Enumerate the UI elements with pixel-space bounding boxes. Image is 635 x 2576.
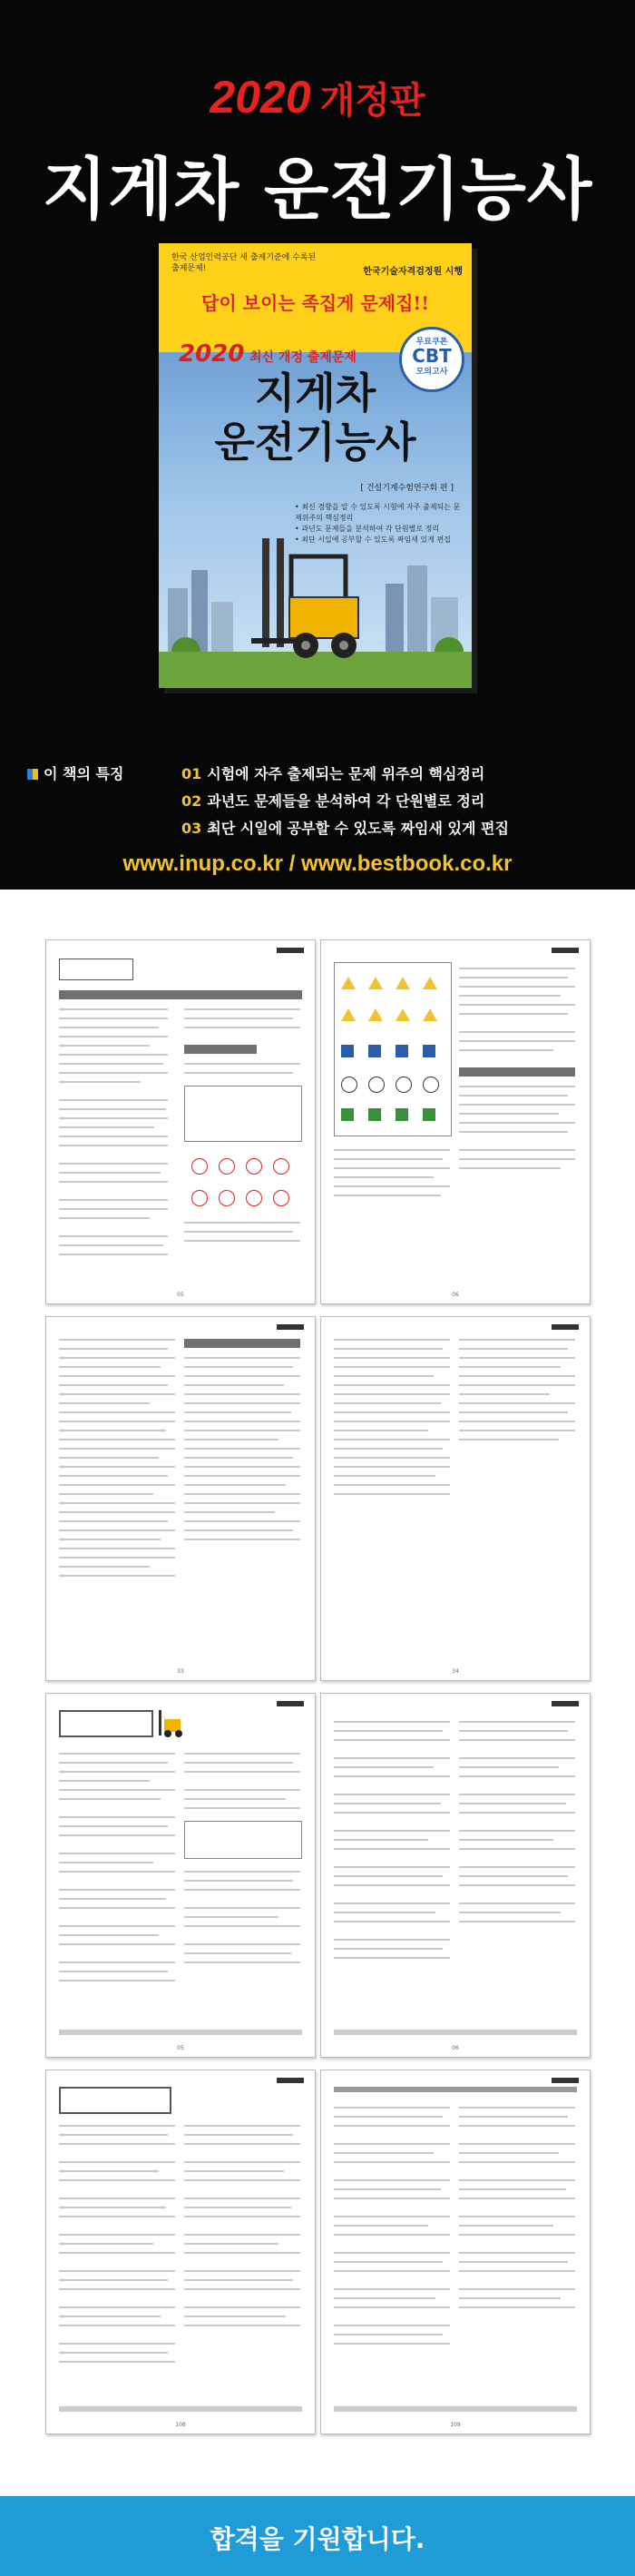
page-logo bbox=[277, 1701, 304, 1706]
info-table bbox=[184, 1086, 302, 1142]
page-logo bbox=[552, 2078, 579, 2083]
preview-spread bbox=[45, 1693, 590, 2065]
page-logo bbox=[277, 948, 304, 953]
preview-page-left bbox=[45, 1693, 316, 2058]
cover-bullet: • 최신 경향을 알 수 있도록 시험에 자주 출제되는 문제위주의 핵심정리 bbox=[295, 503, 461, 522]
cover-slogan: 답이 보이는 족집게 문제집!! bbox=[201, 292, 429, 314]
cover-title-line2: 운전기능사 bbox=[214, 418, 416, 467]
features-bullet-icon bbox=[27, 769, 38, 780]
lesson-box bbox=[59, 1710, 153, 1737]
edition-year: 2020 bbox=[210, 72, 311, 123]
footer-banner bbox=[0, 2496, 635, 2576]
answer-table bbox=[184, 1821, 302, 1859]
cover-subtitle: 최신 개정 출제문제 bbox=[249, 350, 357, 365]
forklift-illustration bbox=[249, 529, 367, 665]
cover-bullet: • 과년도 문제들을 분석하여 각 단원별로 정리 bbox=[295, 525, 440, 533]
url-bar bbox=[0, 851, 635, 890]
preview-page-left bbox=[45, 939, 316, 1304]
header-strip bbox=[334, 2087, 577, 2092]
cbt-badge bbox=[399, 327, 464, 392]
page-logo bbox=[552, 948, 579, 953]
publisher-urls[interactable]: www.inup.co.kr / www.bestbook.co.kr bbox=[122, 851, 513, 876]
page-number: 06 bbox=[452, 1292, 459, 1298]
cover-year: 2020 bbox=[179, 340, 245, 368]
preview-page-right bbox=[320, 1693, 591, 2058]
preview-page-right bbox=[320, 2070, 591, 2434]
subsection-band bbox=[184, 1045, 257, 1054]
answer-strip bbox=[334, 2030, 577, 2035]
page-logo bbox=[552, 1324, 579, 1330]
section-band bbox=[184, 1339, 300, 1348]
section-band bbox=[459, 1067, 575, 1077]
cbt-badge-line1: 무료쿠폰 bbox=[415, 338, 448, 347]
preview-spread bbox=[45, 2070, 590, 2442]
book-cover bbox=[159, 243, 472, 688]
section-band bbox=[59, 990, 302, 999]
cbt-badge-line2: CBT bbox=[412, 345, 452, 367]
page-logo bbox=[277, 1324, 304, 1330]
edition-line bbox=[0, 71, 635, 123]
preview-spread bbox=[45, 1316, 590, 1688]
features-heading: 이 책의 특징 bbox=[27, 762, 123, 783]
preview-page-right bbox=[320, 939, 591, 1304]
preview-page-left bbox=[45, 1316, 316, 1681]
page-logo bbox=[277, 2078, 304, 2083]
preview-page-left bbox=[45, 2070, 316, 2434]
preview-spread bbox=[45, 939, 590, 1312]
cbt-badge-line3: 모의고사 bbox=[415, 368, 448, 377]
cover-publisher-line: 한국기술자격검정원 시행 bbox=[363, 267, 463, 277]
cover-title-line1: 지게차 bbox=[254, 369, 376, 418]
page-number: 33 bbox=[177, 1668, 184, 1675]
page-title: 지게차 운전기능사 bbox=[42, 151, 593, 229]
feature-item: 03 최단 시일에 공부할 수 있도록 짜임새 있게 편집 bbox=[181, 820, 509, 837]
lesson-box bbox=[59, 959, 133, 980]
page-logo bbox=[552, 1701, 579, 1706]
page-preview-section bbox=[0, 890, 635, 2496]
mock-exam-title-box bbox=[59, 2087, 171, 2114]
answer-strip bbox=[59, 2030, 302, 2035]
page-number: 34 bbox=[452, 1668, 459, 1675]
feature-item: 02 과년도 문제들을 분석하여 각 단원별로 정리 bbox=[181, 792, 485, 810]
promo-header bbox=[0, 0, 635, 890]
page-number: 109 bbox=[450, 2422, 461, 2428]
feature-item: 01 시험에 자주 출제되는 문제 위주의 핵심정리 bbox=[181, 765, 485, 782]
page-number: 108 bbox=[175, 2422, 186, 2428]
forklift-icon bbox=[155, 1706, 188, 1739]
edition-tag: 개정판 bbox=[319, 80, 425, 122]
cover-top-note: 한국 산업인력공단 새 출제기준에 수록된 출제문제! bbox=[171, 253, 317, 273]
answer-strip bbox=[59, 2406, 302, 2412]
cover-author: [ 건설기계수험연구회 편 ] bbox=[360, 484, 454, 493]
page-number: 05 bbox=[177, 1292, 184, 1298]
footer-message: 합격을 기원합니다. bbox=[210, 2524, 425, 2554]
answer-strip bbox=[334, 2406, 577, 2412]
cover-bullet: • 최단 시일에 공부할 수 있도록 짜임새 있게 편집 bbox=[295, 536, 451, 544]
preview-page-right bbox=[320, 1316, 591, 1681]
page-number: 06 bbox=[452, 2045, 459, 2051]
page-number: 05 bbox=[177, 2045, 184, 2051]
